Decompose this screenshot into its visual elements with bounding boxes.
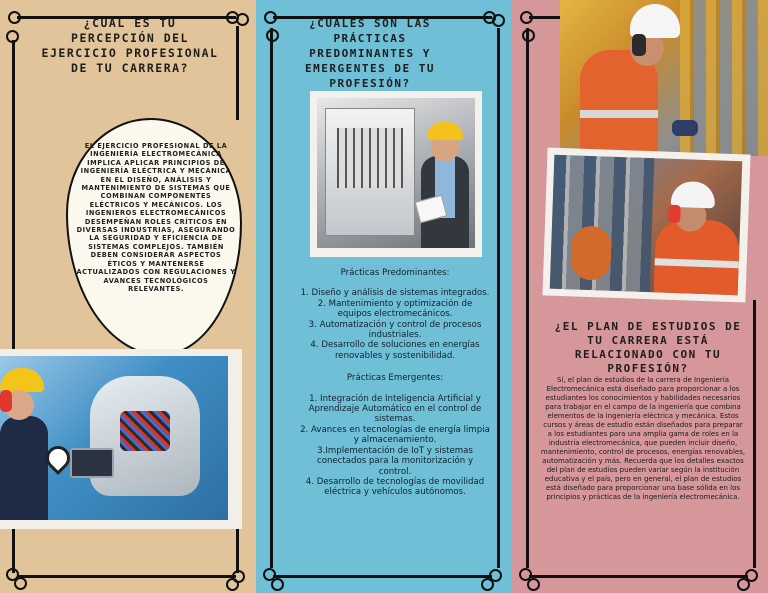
- right-heading: ¿EL PLAN DE ESTUDIOS DE TU CARRERA ESTÁ RELACIONADO CON TU PROFESIÓN?: [554, 320, 742, 375]
- frame-line: [236, 26, 239, 120]
- frame-line: [753, 300, 756, 568]
- frame-line: [17, 575, 236, 578]
- frame-line: [270, 28, 273, 568]
- ear-protector-icon: [632, 34, 646, 56]
- frame-line: [526, 28, 529, 568]
- predominant-list: [300, 288, 490, 361]
- list-item: 4. Desarrollo de tecnologías de movilidad eléctrica y vehículos autónomos.: [305, 476, 485, 498]
- frame-knot: [522, 29, 535, 42]
- frame-line: [12, 40, 15, 350]
- frame-knot: [492, 14, 505, 27]
- cabinet-wiring: [337, 128, 403, 188]
- engineer-control-panel-photo: [317, 98, 475, 248]
- left-heading: ¿CUÁL ES TU PERCEPCIÓN DEL EJERCICIO PROFESIONAL DE TU CARRERA?: [41, 16, 219, 75]
- practices-section: [300, 268, 490, 510]
- list-item: 1. Integración de Inteligencia Artificial y Aprendizaje Automático en el control de sistemas.: [308, 393, 482, 425]
- photo-frame: [0, 349, 242, 529]
- frame-line: [236, 528, 239, 573]
- frame-knot: [737, 578, 750, 591]
- ear-protector-icon: [0, 390, 12, 412]
- frame-line: [497, 28, 500, 568]
- frame-knot: [481, 578, 494, 591]
- frame-line: [529, 575, 748, 578]
- list-item: 2. Mantenimiento y optimización de equipos electromecánicos.: [317, 298, 473, 320]
- frame-knot: [8, 11, 21, 24]
- photo-frame: [310, 91, 482, 257]
- emerging-title: Prácticas Emergentes:: [346, 373, 444, 384]
- frame-knot: [266, 29, 279, 42]
- list-item: 1. Diseño y análisis de sistemas integrados.: [300, 288, 490, 299]
- frame-knot: [527, 578, 540, 591]
- ear-protector-icon: [668, 205, 681, 223]
- hard-hat-icon: [630, 4, 680, 38]
- list-item: 3.Implementación de IoT y sistemas conectados para la monitorización y control.: [316, 445, 474, 477]
- emerging-list: [300, 394, 490, 498]
- hard-hat-icon: [0, 368, 44, 392]
- left-body-text: EL EJERCICIO PROFESIONAL DE LA INGENIERÍA ELECTROMECÁNICA IMPLICA APLICAR PRINCIPIOS DE INGENIERÍA ELÉCTRICA Y MECÁNICA EN EL DISEÑO, ANÁLISIS Y MANTENIMIENTO DE SISTEMAS QUE COMBINAN COMPONENTES ELÉCTRICOS Y MECÁNICOS. LOS INGENIEROS ELECTROMECÁNICOS DESEMPEÑAN ROLES CRÍTICOS EN DIVERSAS INDUSTRIAS, ASEGURANDO LA SEGURIDAD Y EFICIENCIA DE SISTEMAS COMPLEJOS. TAMBIÉN DEBEN CONSIDERAR ASPECTOS ÉTICOS Y MANTENERSE ACTUALIZADOS CON REGULACIONES Y AVANCES TECNOLÓGICOS RELEVANTES.: [76, 142, 236, 293]
- list-item: 4. Desarrollo de soluciones en energías renovables y sostenibilidad.: [310, 340, 480, 361]
- engineer-plant-photo: [560, 0, 768, 156]
- frame-line: [273, 575, 492, 578]
- right-body-text: Sí, el plan de estudios de la carrera de Ingeniería Electromecánica está diseñado para proporcionar a los estudiantes los conocimientos y habilidades necesarios para trabajar en el campo de la ingeniería que combina elementos de la ingeniería eléctrica y mecánica. Estos cursos y áreas de estudio están diseñados para preparar a los estudiantes para una amplia gama de roles en la industria electromecánica, que pueden incluir diseño, mantenimiento, control de procesos, energías renovables, automatización y más. Recuerda que los detalles exactos del plan de estudios pueden variar según la institución educativa y el país, pero en general, el plan de estudios está diseñado para proporcionar una base sólida en los principios y prácticas de la ingeniería electromecánica.: [540, 376, 746, 501]
- robot-wiring: [120, 411, 170, 451]
- engineer-robot-arm-photo: [0, 356, 228, 520]
- photo-frame: [542, 148, 750, 303]
- orange-tank: [570, 225, 612, 280]
- frame-knot: [520, 11, 533, 24]
- reflective-stripe: [580, 110, 658, 118]
- predominant-title: Prácticas Predominantes:: [340, 268, 450, 278]
- list-item: 3. Automatización y control de procesos industriales.: [308, 319, 482, 341]
- frame-knot: [236, 13, 249, 26]
- engineer-substation-photo: [550, 155, 743, 295]
- worker-body: [0, 416, 48, 520]
- frame-knot: [226, 578, 239, 591]
- list-item: 2. Avances en tecnologías de energía limpia y almacenamiento.: [300, 424, 490, 446]
- frame-line: [12, 528, 15, 573]
- hard-hat-icon: [427, 122, 463, 140]
- frame-knot: [271, 578, 284, 591]
- laptop-icon: [70, 448, 114, 478]
- frame-knot: [14, 577, 27, 590]
- frame-knot: [264, 11, 277, 24]
- glove: [672, 120, 698, 136]
- middle-heading: ¿CUÁLES SON LAS PRÁCTICAS PREDOMINANTES Y EMERGENTES DE TU PROFESIÓN?: [305, 17, 435, 90]
